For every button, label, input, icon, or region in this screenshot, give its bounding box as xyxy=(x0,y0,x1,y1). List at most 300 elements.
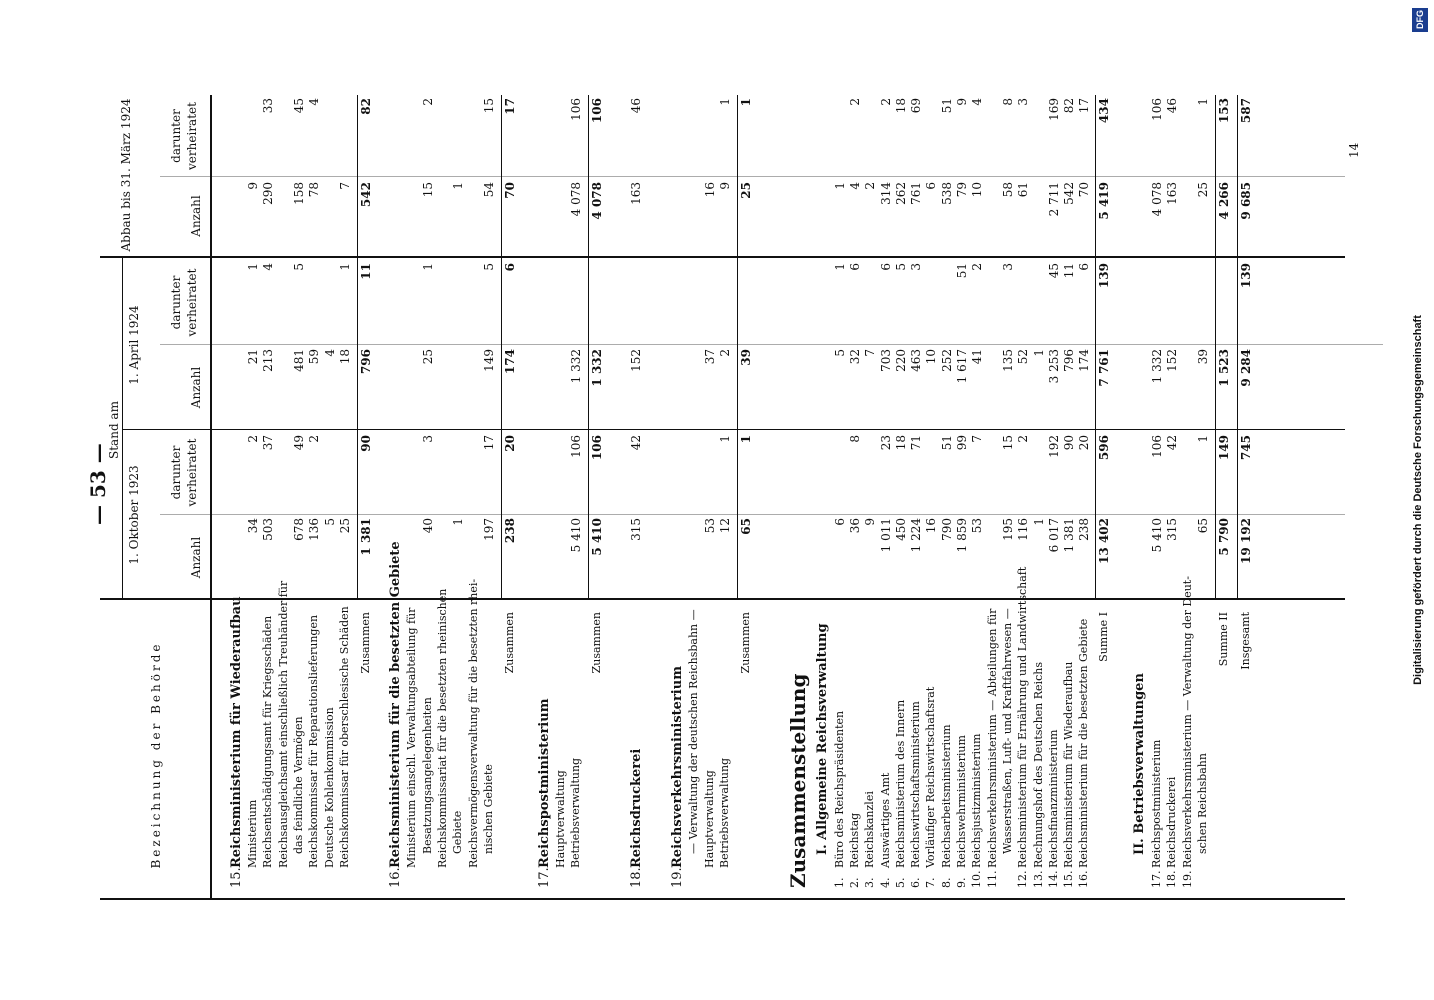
cell-value: 1 xyxy=(337,263,352,271)
cell-value: 152 xyxy=(1165,349,1180,372)
cell-value: 1 332 xyxy=(590,349,605,387)
row-label: — Verwaltung der deutschen Reichsbahn — xyxy=(687,609,701,854)
cell-value: 315 xyxy=(1165,518,1180,541)
cell-value: 252 xyxy=(939,349,954,372)
row-label: Reichskommissar für Reparationslieferungen xyxy=(307,614,321,868)
cell-value: 4 xyxy=(847,182,862,190)
cell-value: 12 xyxy=(718,518,732,534)
cell-value: 450 xyxy=(893,518,908,541)
cell-value: 136 xyxy=(307,518,322,541)
cell-value: 1 xyxy=(451,518,466,526)
cell-value: 9 xyxy=(718,182,732,190)
cell-value: 106 xyxy=(1150,435,1164,458)
row-label: Gebiete xyxy=(451,810,465,854)
cell-value: 79 xyxy=(955,182,969,198)
row-number: 14. xyxy=(1046,870,1060,888)
cell-value: 4 078 xyxy=(1150,182,1164,217)
cell-value: 1 xyxy=(420,263,435,271)
row-number: 6. xyxy=(909,877,923,888)
row-number: 13. xyxy=(1031,870,1045,888)
cell-value: 36 xyxy=(847,518,862,534)
cell-value: 4 078 xyxy=(590,182,605,220)
cell-value: 542 xyxy=(359,182,374,208)
cell-value: 25 xyxy=(420,349,435,365)
cell-value: 5 410 xyxy=(568,518,583,553)
sub-heading: I. Allgemeine Reichsverwaltung xyxy=(814,623,830,855)
header-period-2: 1. April 1924 xyxy=(127,305,141,385)
cell-value: 6 xyxy=(832,518,847,526)
cell-value: 82 xyxy=(359,98,374,115)
total-rule xyxy=(1237,95,1238,600)
cell-value: 153 xyxy=(1217,98,1232,124)
cell-value: 53 xyxy=(702,518,717,534)
cell-value: 2 xyxy=(307,435,322,443)
cell-value: 34 xyxy=(246,518,260,534)
cell-value: 25 xyxy=(739,182,754,199)
header-anzahl-1: Anzahl xyxy=(189,536,203,579)
cell-value: 5 xyxy=(893,263,908,271)
row-label: Wasserstraßen, Luft- und Kraftfahrwesen — xyxy=(1000,608,1014,854)
cell-value: 9 284 xyxy=(1238,349,1253,387)
cell-value: 761 xyxy=(909,182,924,205)
row-label: nischen Gebiete xyxy=(481,764,495,854)
cell-value: 18 xyxy=(893,435,908,451)
section-title: Reichsverkehrsministerium xyxy=(670,666,686,868)
row-number: 2. xyxy=(847,877,861,888)
cell-value: 174 xyxy=(1077,349,1092,372)
cell-value: 6 xyxy=(878,263,893,271)
total-label: Summe II xyxy=(1217,612,1231,667)
cell-value: 51 xyxy=(939,98,954,114)
row-number: 18. xyxy=(1165,870,1179,888)
section-heading: Zusammenstellung xyxy=(785,673,810,888)
row-label: Reichsfinanzministerium xyxy=(1046,729,1060,868)
cell-value: 106 xyxy=(590,435,605,461)
cell-value: 51 xyxy=(955,263,969,279)
total-rule xyxy=(737,95,738,600)
cell-value: 106 xyxy=(590,98,605,124)
cell-value: 3 xyxy=(1016,98,1031,106)
cell-value: 17 xyxy=(503,98,518,115)
row-label: Reichskommissar für oberschlesische Schäden xyxy=(337,606,351,868)
cell-value: 1 xyxy=(451,182,466,190)
cell-value: 314 xyxy=(878,182,893,205)
cell-value: 5 410 xyxy=(590,518,605,556)
row-label: Reichsentschädigungsamt für Kriegsschäden xyxy=(261,615,275,868)
row-label: Reichsministerium des Innern xyxy=(893,699,907,868)
cell-value: 46 xyxy=(629,98,644,114)
page-number-small: 14 xyxy=(1347,142,1361,158)
row-label: Reichskommissariat für die besetzten rheinischen xyxy=(436,588,449,868)
cell-value: 106 xyxy=(1150,98,1164,121)
cell-value: 1 381 xyxy=(1062,518,1077,553)
cell-value: 1 859 xyxy=(955,518,969,553)
cell-value: 213 xyxy=(261,349,276,372)
row-label: Ministerium einschl. Verwaltungsabteilung für xyxy=(405,607,419,868)
cell-value: 42 xyxy=(629,435,644,451)
cell-value: 139 xyxy=(1096,263,1111,289)
cell-value: 16 xyxy=(702,182,717,198)
cell-value: 15 xyxy=(420,182,435,198)
total-label: Insgesamt xyxy=(1238,612,1252,670)
header-anzahl-3: Anzahl xyxy=(189,195,203,237)
section-title: Reichspostministerium xyxy=(536,698,552,868)
cell-value: 1 xyxy=(832,263,847,271)
cell-value: 9 685 xyxy=(1238,182,1253,220)
header-darunter-1: darunter xyxy=(169,445,183,500)
row-number: 19. xyxy=(1180,870,1194,888)
header-stand-am: Stand am xyxy=(107,401,121,459)
cell-value: 503 xyxy=(261,518,276,541)
header-anzahl-2: Anzahl xyxy=(189,366,203,409)
cell-value: 42 xyxy=(1165,435,1180,451)
cell-value: 3 xyxy=(909,263,924,271)
cell-value: 7 xyxy=(863,349,878,357)
total-label: Summe I xyxy=(1096,612,1110,662)
cell-value: 587 xyxy=(1238,98,1253,124)
header-behoerde: Bezeichnung der Behörde xyxy=(149,641,163,869)
cell-value: 25 xyxy=(337,518,352,534)
row-label: Reichstag xyxy=(847,812,861,868)
row-number: 4. xyxy=(878,877,892,888)
cell-value: 46 xyxy=(1165,98,1180,114)
rule-header-bottom xyxy=(210,95,212,900)
cell-value: 9 xyxy=(863,518,878,526)
cell-value: 18 xyxy=(337,349,352,365)
cell-value: 99 xyxy=(955,435,969,451)
cell-value: 1 011 xyxy=(878,518,893,553)
cell-value: 542 xyxy=(1062,182,1077,205)
cell-value: 290 xyxy=(261,182,276,205)
cell-value: 52 xyxy=(1016,349,1031,365)
total-label: Zusammen xyxy=(359,612,373,674)
cell-value: 16 xyxy=(924,518,939,534)
cell-value: 463 xyxy=(909,349,924,372)
total-rule xyxy=(501,95,502,600)
cell-value: 262 xyxy=(893,182,908,205)
cell-value: 192 xyxy=(1046,435,1061,458)
cell-value: 37 xyxy=(261,435,276,451)
cell-value: 45 xyxy=(1046,263,1061,279)
header-darunter-2: darunter xyxy=(169,275,183,330)
cell-value: 1 xyxy=(1195,98,1210,106)
row-number: 5. xyxy=(893,877,907,888)
row-label: Reichswehrministerium xyxy=(955,735,968,868)
cell-value: 32 xyxy=(847,349,862,365)
cell-value: 790 xyxy=(939,518,954,541)
row-label: Reichspostministerium xyxy=(1150,739,1163,868)
row-label: Ministerium xyxy=(246,799,259,868)
cell-value: 195 xyxy=(1000,518,1015,541)
cell-value: 65 xyxy=(739,518,754,535)
cell-value: 4 266 xyxy=(1217,182,1232,220)
cell-value: 745 xyxy=(1238,435,1253,461)
cell-value: 4 xyxy=(307,98,322,106)
cell-value: 69 xyxy=(909,98,924,114)
row-label: Besatzungsangelegenheiten xyxy=(420,697,434,854)
cell-value: 33 xyxy=(261,98,276,114)
row-label: Reichsjustizministerium xyxy=(970,733,984,868)
cell-value: 220 xyxy=(893,349,908,372)
cell-value: 1 xyxy=(1031,349,1046,357)
cell-value: 6 xyxy=(503,263,518,272)
cell-value: 5 xyxy=(322,518,337,526)
cell-value: 163 xyxy=(629,182,644,205)
total-label: Zusammen xyxy=(503,612,517,674)
row-number: 16. xyxy=(388,867,404,888)
total-label: Zusammen xyxy=(739,612,753,674)
cell-value: 315 xyxy=(629,518,644,541)
cell-value: 3 253 xyxy=(1046,349,1061,384)
row-number: 1. xyxy=(832,877,846,888)
row-label: Reichswirtschaftsministerium xyxy=(909,701,923,868)
row-number: 16. xyxy=(1077,870,1091,888)
row-number: 15. xyxy=(229,867,244,888)
cell-value: 135 xyxy=(1000,349,1015,372)
cell-value: 4 xyxy=(322,349,337,357)
cell-value: 90 xyxy=(1062,435,1077,451)
cell-value: 70 xyxy=(1077,182,1092,198)
cell-value: 51 xyxy=(939,435,954,451)
cell-value: 17 xyxy=(1077,98,1092,114)
cell-value: 1 xyxy=(832,182,847,190)
row-label: Rechnungshof des Deutschen Reichs xyxy=(1031,662,1045,868)
row-label: schen Reichsbahn xyxy=(1195,753,1209,854)
cell-value: 1 224 xyxy=(909,518,924,553)
cell-value: 39 xyxy=(739,349,754,366)
header-verheiratet-3: verheiratet xyxy=(185,102,199,170)
section-title: Reichsdruckerei xyxy=(629,748,645,868)
cell-value: 116 xyxy=(1016,518,1031,541)
cell-value: 169 xyxy=(1046,98,1061,121)
row-label: Betriebsverwaltung xyxy=(568,757,582,868)
cell-value: 53 xyxy=(970,518,985,534)
cell-value: 796 xyxy=(359,349,374,375)
cell-value: 2 xyxy=(420,98,435,106)
row-label: Reichsdruckerei xyxy=(1165,776,1179,868)
cell-value: 82 xyxy=(1062,98,1077,114)
cell-value: 2 xyxy=(878,98,893,106)
cell-value: 5 xyxy=(832,349,847,357)
section-title: Reichsministerium für Wiederaufbau xyxy=(229,596,244,868)
cell-value: 1 xyxy=(1195,435,1210,443)
cell-value: 6 xyxy=(847,263,862,271)
cell-value: 796 xyxy=(1062,349,1077,372)
cell-value: 149 xyxy=(1217,435,1232,461)
cell-value: 61 xyxy=(1016,182,1031,198)
cell-value: 40 xyxy=(420,518,435,534)
row-label: Reichsverkehrsministerium — Verwaltung der Deut- xyxy=(1180,576,1194,868)
rule-sub-1 xyxy=(160,514,1345,515)
cell-value: 1 xyxy=(718,435,732,443)
cell-value: 7 xyxy=(970,435,985,443)
cell-value: 3 xyxy=(1000,263,1015,271)
cell-value: 71 xyxy=(909,435,924,451)
rule-mid-period xyxy=(122,429,1345,430)
row-label: Reichsministerium für Wiederaufbau xyxy=(1062,661,1076,868)
cell-value: 23 xyxy=(878,435,893,451)
cell-value: 5 410 xyxy=(1150,518,1164,553)
total-rule xyxy=(357,95,358,600)
rule-period-split xyxy=(100,256,1345,258)
cell-value: 17 xyxy=(481,435,496,451)
cell-value: 7 761 xyxy=(1096,349,1111,387)
cell-value: 2 xyxy=(246,435,260,443)
cell-value: 4 xyxy=(261,263,276,271)
cell-value: 9 xyxy=(955,98,969,106)
cell-value: 158 xyxy=(291,182,306,205)
row-number: 17. xyxy=(1150,870,1163,888)
header-period-1: 1. Oktober 1923 xyxy=(127,465,141,565)
header-darunter-3: darunter xyxy=(169,109,183,163)
row-number: 12. xyxy=(1016,870,1030,888)
cell-value: 19 192 xyxy=(1238,518,1253,564)
cell-value: 2 xyxy=(970,263,985,271)
rule-sub-2 xyxy=(160,344,1383,345)
row-number: 15. xyxy=(1062,870,1076,888)
cell-value: 9 xyxy=(246,182,260,190)
cell-value: 49 xyxy=(291,435,306,451)
cell-value: 481 xyxy=(291,349,306,372)
row-number: 11. xyxy=(985,870,999,888)
header-verheiratet-2: verheiratet xyxy=(185,268,199,337)
cell-value: 58 xyxy=(1000,182,1015,198)
sub-heading: II. Betriebsverwaltungen xyxy=(1132,673,1147,855)
cell-value: 1 332 xyxy=(568,349,583,384)
cell-value: 238 xyxy=(503,518,518,544)
cell-value: 2 xyxy=(1016,435,1031,443)
total-label: Zusammen xyxy=(590,612,604,674)
cell-value: 10 xyxy=(970,182,985,198)
cell-value: 238 xyxy=(1077,518,1092,541)
row-label: Hauptverwaltung xyxy=(553,770,567,868)
cell-value: 149 xyxy=(481,349,496,372)
cell-value: 90 xyxy=(359,435,374,452)
cell-value: 6 xyxy=(1077,263,1092,271)
row-label: Reichsausgleichsamt einschließlich Treuhänder für xyxy=(276,580,290,868)
digitization-note: Digitalisierung gefördert durch die Deutsche Forschungsgemeinschaft xyxy=(1412,315,1424,685)
page-number: — 53 — xyxy=(86,443,110,525)
total-rule xyxy=(1215,95,1216,600)
cell-value: 8 xyxy=(847,435,862,443)
cell-value: 15 xyxy=(481,98,496,114)
cell-value: 163 xyxy=(1165,182,1180,205)
cell-value: 21 xyxy=(246,349,260,365)
cell-value: 39 xyxy=(1195,349,1210,365)
cell-value: 65 xyxy=(1195,518,1210,534)
cell-value: 37 xyxy=(702,349,717,365)
cell-value: 6 xyxy=(924,182,939,190)
row-label: Reichsministerium für die besetzten Gebiete xyxy=(1077,618,1091,868)
cell-value: 1 523 xyxy=(1217,349,1232,387)
cell-value: 174 xyxy=(503,349,518,375)
cell-value: 2 xyxy=(847,98,862,106)
cell-value: 139 xyxy=(1238,263,1253,289)
total-rule xyxy=(1095,95,1096,600)
row-number: 17. xyxy=(536,867,552,888)
cell-value: 78 xyxy=(307,182,322,198)
row-label: Vorläufiger Reichswirtschaftsrat xyxy=(924,686,938,868)
cell-value: 434 xyxy=(1096,98,1111,124)
cell-value: 678 xyxy=(291,518,306,541)
row-number: 3. xyxy=(863,877,877,888)
cell-value: 106 xyxy=(568,98,583,121)
cell-value: 54 xyxy=(481,182,496,198)
cell-value: 1 xyxy=(739,435,754,444)
cell-value: 1 xyxy=(718,98,732,106)
cell-value: 5 xyxy=(291,263,306,271)
cell-value: 41 xyxy=(970,349,985,365)
cell-value: 59 xyxy=(307,349,322,365)
row-label: Deutsche Kohlenkommission xyxy=(322,707,336,868)
header-verheiratet-1: verheiratet xyxy=(185,438,199,507)
cell-value: 1 381 xyxy=(359,518,374,556)
cell-value: 7 xyxy=(337,182,352,190)
dfg-logo: DFG xyxy=(1412,8,1428,32)
cell-value: 10 xyxy=(924,349,939,365)
row-label: Auswärtiges Amt xyxy=(878,772,892,868)
cell-value: 20 xyxy=(503,435,518,452)
cell-value: 45 xyxy=(291,98,306,114)
cell-value: 596 xyxy=(1096,435,1111,461)
cell-value: 703 xyxy=(878,349,893,372)
rule-sub-3 xyxy=(160,176,1345,177)
cell-value: 3 xyxy=(420,435,435,443)
row-label: Hauptverwaltung xyxy=(702,770,716,868)
cell-value: 20 xyxy=(1077,435,1092,451)
cell-value: 25 xyxy=(1195,182,1210,198)
cell-value: 1 332 xyxy=(1150,349,1164,384)
cell-value: 1 xyxy=(739,98,754,107)
cell-value: 11 xyxy=(359,263,374,280)
row-label: Reichsarbeitsministerium xyxy=(939,724,953,868)
header-period-3: Abbau bis 31. März 1924 xyxy=(119,98,133,252)
row-label: Reichsministerium für Ernährung und Landwirtschaft xyxy=(1016,566,1030,868)
cell-value: 2 711 xyxy=(1046,182,1061,217)
row-number: 19. xyxy=(670,867,686,888)
cell-value: 2 xyxy=(718,349,732,357)
cell-value: 2 xyxy=(863,182,878,190)
rule-left xyxy=(100,898,1345,900)
section-title: Reichsministerium für die besetzten Gebiete xyxy=(388,541,404,868)
row-label: Büro des Reichspräsidenten xyxy=(832,710,846,868)
cell-value: 1 xyxy=(1031,518,1046,526)
cell-value: 5 790 xyxy=(1217,518,1232,556)
cell-value: 152 xyxy=(629,349,644,372)
row-label: Reichsvermögensverwaltung für die besetzten rhei- xyxy=(466,578,480,868)
cell-value: 5 xyxy=(481,263,496,271)
cell-value: 1 xyxy=(246,263,260,271)
cell-value: 8 xyxy=(1000,98,1015,106)
row-label: das feindliche Vermögen xyxy=(291,716,305,854)
cell-value: 11 xyxy=(1062,263,1077,279)
row-number: 7. xyxy=(924,877,938,888)
row-label: Betriebsverwaltung xyxy=(718,757,731,868)
cell-value: 15 xyxy=(1000,435,1015,451)
cell-value: 197 xyxy=(481,518,496,541)
cell-value: 18 xyxy=(893,98,908,114)
cell-value: 106 xyxy=(568,435,583,458)
cell-value: 4 078 xyxy=(568,182,583,217)
cell-value: 538 xyxy=(939,182,954,205)
total-rule xyxy=(588,95,589,600)
row-label: Reichsverkehrsministerium — Abteilungen für xyxy=(985,608,999,868)
row-number: 8. xyxy=(939,877,953,888)
cell-value: 5 419 xyxy=(1096,182,1111,220)
cell-value: 4 xyxy=(970,98,985,106)
cell-value: 1 617 xyxy=(955,349,969,384)
row-label: Reichskanzlei xyxy=(863,791,877,868)
